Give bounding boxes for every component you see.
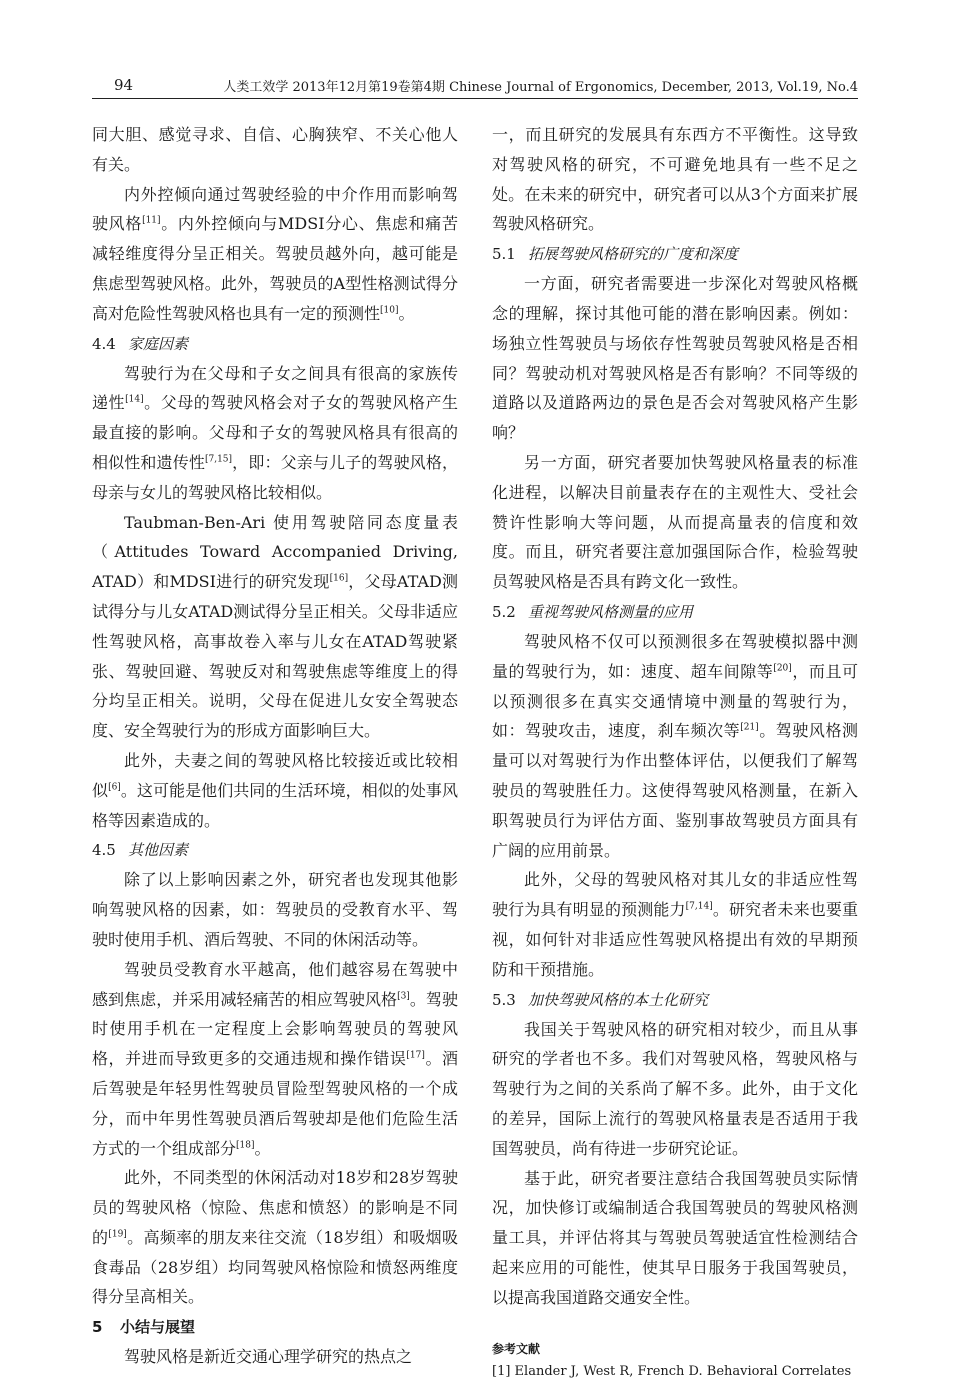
paragraph: 驾驶行为在父母和子女之间具有很高的家族传递性[14]。父母的驾驶风格会对子女的驾驶风格产生最直接的影响。父母和子女的驾驶风格具有很高的相似性和遗传性[7,15]，即：父亲与儿子的驾驶风格，母亲与女儿的驾驶风格比较相似。: [92, 363, 458, 502]
paragraph: 驾驶风格是新近交通心理学研究的热点之: [124, 1347, 413, 1367]
left-column: [92, 120, 458, 1372]
section-heading: 5.2 重视驾驶风格测量的应用: [492, 602, 694, 621]
paragraph: 除了以上影响因素之外，研究者也发现其他影响驾驶风格的因素，如：驾驶员的受教育水平、驾驶时使用手机、酒后驾驶、不同的休闲活动等。: [92, 870, 458, 949]
paragraph: 驾驶员受教育水平越高，他们越容易在驾驶中感到焦虑，并采用减轻痛苦的相应驾驶风格[3]。驾驶时使用手机在一定程度上会影响驾驶员的驾驶风格，并进而导致更多的交通违规和操作错误[17]。酒后驾驶是年轻男性驾驶员冒险型驾驶风格的一个成分，而中年男性驾驶员酒后驾驶却是他们危险生活方式的一个组成部分[18]。: [92, 959, 458, 1158]
citation: [16]: [329, 573, 349, 584]
section-heading: 4.4 家庭因素: [92, 334, 189, 353]
citation: [21]: [740, 723, 759, 734]
citation: [19]: [108, 1229, 127, 1240]
paragraph: 内外控倾向通过驾驶经验的中介作用而影响驾驶风格[11]。内外控倾向与MDSI分心、焦虑和痛苦减轻维度得分呈正相关。驾驶员越外向，越可能是焦虑型驾驶风格。此外，驾驶员的A型性格测试得分高对危险性驾驶风格也具有一定的预测性[10]。: [92, 184, 458, 323]
section-heading: 5 小结与展望: [92, 1318, 196, 1337]
running-header: [92, 68, 858, 99]
citation: [14]: [125, 395, 144, 406]
paragraph: 基于此，研究者要注意结合我国驾驶员实际情况，加快修订或编制适合我国驾驶员的驾驶风格测量工具，并评估将其与驾驶员驾驶适宜性检测结合起来应用的可能性，使其早日服务于我国驾驶员，以提高我国道路交通安全性。: [492, 1168, 858, 1307]
section-heading: 5.1 拓展驾驶风格研究的广度和深度: [492, 245, 739, 264]
citation: [3]: [397, 991, 410, 1002]
paragraph: 此外，夫妻之间的驾驶风格比较接近或比较相似[6]。这可能是他们共同的生活环境，相似的处事风格等因素造成的。: [92, 750, 458, 830]
paragraph: 驾驶风格不仅可以预测很多在驾驶模拟器中测量的驾驶行为，如：速度、超车间隙等[20]，而且可以预测很多在真实交通情境中测量的驾驶行为，如：驾驶攻击，速度，刹车频次等[21]。驾驶风格测量可以对驾驶行为作出整体评估，以便我们了解驾驶员的驾驶胜任力。这使得驾驶风格测量，在新入职驾驶员行为评估方面、鉴别事故驾驶员方面具有广阔的应用前景。: [492, 631, 858, 860]
journal-info: 人类工效学 2013年12月第19卷第4期 Chinese Journal of Ergonomics, December, 2013, Vol.19, No.4: [223, 80, 858, 95]
reference-item: [1] Elander J, West R, French D. Behavioral Correlates: [492, 1364, 852, 1380]
citation: [18]: [236, 1140, 255, 1151]
right-column: [492, 120, 858, 1384]
paragraph: 一方面，研究者需要进一步深化对驾驶风格概念的理解，探讨其他可能的潜在影响因素。例如：场独立性驾驶员与场依存性驾驶员驾驶风格是否相同？驾驶动机对驾驶风格是否有影响？不同等级的道路以及道路两边的景色是否会对驾驶风格产生影响？: [492, 274, 858, 443]
citation: [10]: [380, 305, 399, 316]
citation: [17]: [406, 1050, 425, 1061]
section-heading: 5.3 加快驾驶风格的本土化研究: [492, 990, 709, 1009]
citation: [20]: [773, 663, 792, 674]
citation: [7,14]: [685, 901, 713, 912]
citation: [11]: [142, 216, 161, 227]
paragraph: 另一方面，研究者要加快驾驶风格量表的标准化进程，以解决目前量表存在的主观性大、受社会赞许性影响大等问题，从而提高量表的信度和效度。而且，研究者要注意加强国际合作，检验驾驶员驾驶风格是否具有跨文化一致性。: [492, 452, 858, 592]
paragraph: 一，而且研究的发展具有东西方不平衡性。这导致对驾驶风格的研究，不可避免地具有一些不足之处。在未来的研究中，研究者可以从3个方面来扩展驾驶风格研究。: [492, 125, 858, 234]
page-number: 94: [114, 76, 134, 94]
paragraph: Taubman-Ben-Ari 使用驾驶陪同态度量表（Attitudes Toward Accompanied Driving, ATAD）和MDSI进行的研究发现[16]，父母ATAD测试得分与儿女ATAD测试得分呈正相关。父母非适应性驾驶风格，高事故卷入率与儿女在ATAD驾驶紧张、驾驶回避、驾驶反对和驾驶焦虑等维度上的得分均呈正相关。说明，父母在促进儿女安全驾驶态度、安全驾驶行为的形成方面影响巨大。: [92, 512, 458, 741]
paragraph: 同大胆、感觉寻求、自信、心胸狭窄、不关心他人有关。: [92, 125, 458, 174]
paragraph: 此外，不同类型的休闲活动对18岁和28岁驾驶员的驾驶风格（惊险、焦虑和愤怒）的影响是不同的[19]。高频率的朋友来往交流（18岁组）和吸烟吸食毒品（28岁组）均同驾驶风格惊险和愤怒两维度得分呈高相关。: [92, 1168, 458, 1307]
references-heading: 参考文献: [492, 1342, 541, 1357]
paragraph: 此外，父母的驾驶风格对其儿女的非适应性驾驶行为具有明显的预测能力[7,14]。研究者未来也要重视，如何针对非适应性驾驶风格提出有效的早期预防和干预措施。: [492, 870, 858, 979]
citation: [6]: [108, 782, 121, 793]
paragraph: 我国关于驾驶风格的研究相对较少，而且从事研究的学者也不多。我们对驾驶风格，驾驶风格与驾驶行为之间的关系尚了解不多。此外，由于文化的差异，国际上流行的驾驶风格量表是否适用于我国驾驶员，尚有待进一步研究论证。: [492, 1019, 858, 1158]
citation: [7,15]: [204, 454, 233, 465]
section-heading: 4.5 其他因素: [92, 841, 189, 860]
